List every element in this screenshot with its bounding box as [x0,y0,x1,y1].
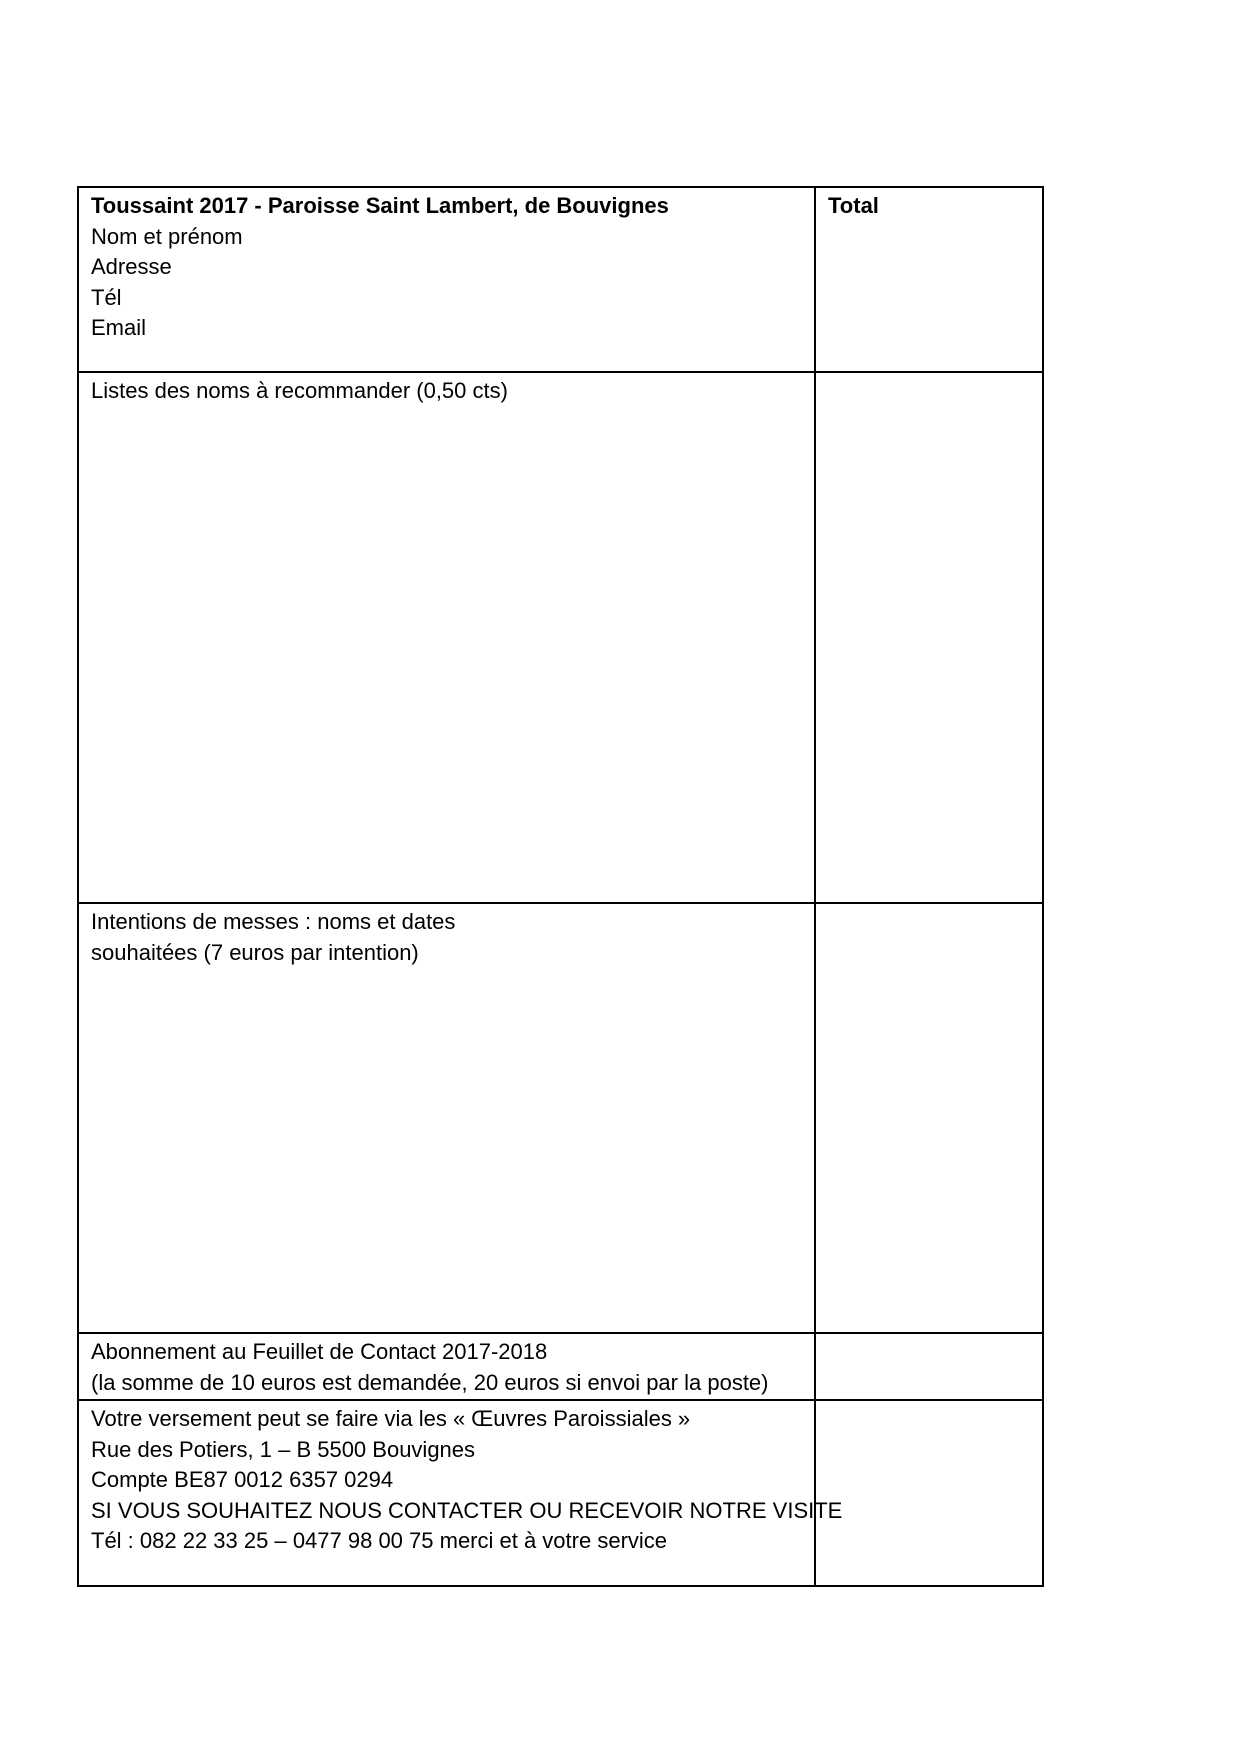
masses-label-line-2: souhaitées (7 euros par intention) [91,939,419,965]
subscription-label-line-1: Abonnement au Feuillet de Contact 2017-2018 [91,1339,548,1364]
payment-line-5: Tél : 082 22 33 25 – 0477 98 00 75 merci et à votre service [91,1528,668,1553]
masses-label-line-1: Intentions de messes : noms et dates [91,909,456,934]
payment-line-4: SI VOUS SOUHAITEZ NOUS CONTACTER OU RECEVOIR NOTRE VISITE [91,1497,843,1523]
subscription-label-line-2: (la somme de 10 euros est demandée, 20 euros si envoi par la poste) [91,1369,769,1395]
total-header-cell [815,187,1043,372]
phone-field-label: Tél [91,284,122,310]
payment-line-3: Compte BE87 0012 6357 0294 [91,1467,394,1492]
form-title: Toussaint 2017 - Paroisse Saint Lambert, de Bouvignes [91,193,669,218]
names-row [78,372,1043,903]
masses-cell [78,903,815,1333]
masses-row [78,903,1043,1333]
email-field-label: Email [91,315,147,340]
payment-line-1: Votre versement peut se faire via les « Œuvres Paroissiales » [91,1406,691,1431]
subscription-row [78,1333,1043,1400]
order-form-table [77,186,1044,1587]
payment-line-2: Rue des Potiers, 1 – B 5500 Bouvignes [91,1436,476,1462]
payment-cell [78,1400,843,1586]
subscription-cell [78,1333,815,1400]
payment-total-cell [815,1400,1043,1586]
subscription-total-cell [815,1333,1043,1400]
masses-total-cell [815,903,1043,1333]
header-row [78,187,1043,372]
address-field-label: Adresse [91,254,172,279]
payment-row [78,1400,1043,1586]
total-label: Total [828,193,879,218]
header-cell [78,187,815,372]
names-total-cell [815,372,1043,903]
name-field-label: Nom et prénom [91,223,243,249]
names-cell [78,372,815,903]
names-section-label: Listes des noms à recommander (0,50 cts) [91,378,508,403]
